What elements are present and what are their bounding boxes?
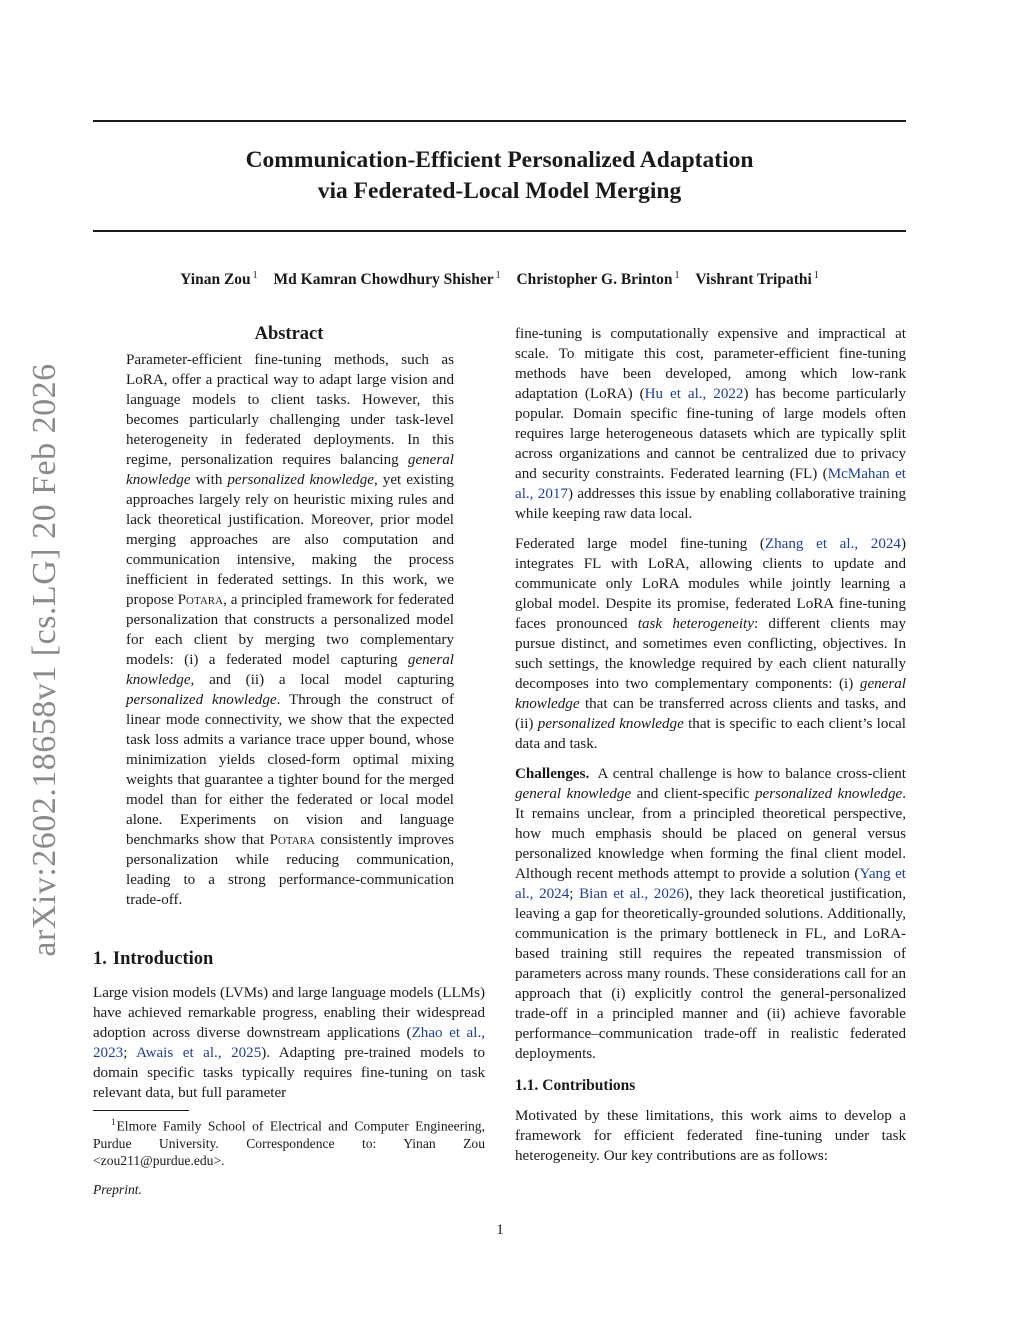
subsection-heading-contributions: 1.1. Contributions bbox=[515, 1077, 636, 1094]
author-list bbox=[93, 265, 906, 291]
method-name: Potara bbox=[269, 832, 315, 848]
author: Christopher G. Brinton $^1$ bbox=[516, 270, 680, 289]
citation-link[interactable]: Awais et al., 2025 bbox=[136, 1045, 262, 1061]
paragraph-challenges: Challenges. A central challenge is how to balance cross-client general knowledge and client-specific personalized knowledge. It remains unclear, from a principled theoretical perspective, how much emphasis should be placed on general versus personalized knowledge when forming the final client model. Although recent methods attempt to provide a solution (Yang et al., 2024; Bian et al., 2026), they lack theoretical justification, leaving a gap for theoretically-grounded solutions. Additionally, communication is the primary bottleneck in FL, and LoRA-based training still requires the repeated transmission of parameters across many rounds. These considerations call for an approach that (i) explicitly control the general-personalized trade-off in a principled manner and (ii) achieve favorable performance–communication trade-off in realistic federated deployments. bbox=[515, 766, 907, 1062]
citation-link[interactable]: Hu et al., 2022 bbox=[644, 386, 744, 402]
paragraph: Federated large model fine-tuning (Zhang et al., 2024) integrates FL with LoRA, allowing clients to update and communicate only LoRA modules while jointly learning a global model. Despite its promise, federated LoRA fine-tuning faces pronounced task heterogeneity: different clients may pursue distinct, and sometimes even conflicting, objectives. In such settings, the knowledge required by each client naturally decomposes into two complementary components: (i) general knowledge that can be transferred across clients and tasks, and (ii) personalized knowledge that is specific to each client’s local data and task. bbox=[515, 536, 907, 752]
title-bottom-rule bbox=[93, 230, 906, 232]
section-heading-introduction: 1. Introduction bbox=[93, 949, 214, 969]
right-column bbox=[515, 324, 906, 1176]
author: Yinan Zou $^1$ bbox=[180, 270, 258, 289]
abstract-heading: Abstract bbox=[254, 324, 324, 344]
title-top-rule bbox=[93, 120, 906, 122]
footnote-rule bbox=[93, 1110, 189, 1111]
arxiv-identifier: arXiv:2602.18658v1 [cs.LG] 20 Feb 2026 bbox=[26, 363, 63, 957]
page-number: 1 bbox=[496, 1222, 504, 1238]
citation-link[interactable]: Yang et al., 2024 bbox=[515, 866, 907, 902]
paper-title bbox=[93, 145, 906, 207]
citation-link[interactable]: McMahan et al., 2017 bbox=[515, 466, 906, 502]
title-line-1: Communication-Efficient Personalized Adaptation bbox=[245, 147, 754, 173]
citation-link[interactable]: Bian et al., 2026 bbox=[579, 886, 684, 902]
affiliation-footnote: $^1$Elmore Family School of Electrical and Computer Engineering, Purdue University. Correspondence to: Yinan Zou <zou211@purdue.edu>. bbox=[93, 1117, 485, 1168]
citation-link[interactable]: Zhang et al., 2024 bbox=[764, 536, 901, 552]
method-name: Potara bbox=[177, 592, 224, 608]
author: Vishrant Tripathi $^1$ bbox=[695, 270, 819, 289]
paragraph: fine-tuning is computationally expensive and impractical at scale. To mitigate this cost, parameter-efficient fine-tuning methods have been developed, among which low-rank adaptation (LoRA) (Hu et al., 2022) has become particularly popular. Domain specific fine-tuning of large models often requires large heterogeneous datasets which are typically split across organizations and cannot be centralized due to privacy and security constraints. Federated learning (FL) (McMahan et al., 2017) addresses this issue by enabling collaborative training while keeping raw data local. bbox=[515, 326, 906, 522]
abstract-text: Parameter-efficient fine-tuning methods, such as LoRA, offer a practical way to adapt large vision and language models to client tasks. However, this becomes particularly challenging under task-level heterogeneity in federated deployments. In this regime, personalization requires balancing general knowledge with personalized knowledge, yet existing approaches largely rely on heuristic mixing rules and lack theoretical justification. Moreover, prior model merging approaches are also computation and communication intensive, making the process inefficient in federated settings. In this work, we propose Potara, a principled framework for federated personalization that constructs a personalized model for each client by merging two complementary models: (i) a federated model capturing general knowledge, and (ii) a local model capturing personalized knowledge. Through the construct of linear mode connectivity, we show that the expected task loss admits a variance trace upper bound, whose minimization yields closed-form optimal mixing weights that guarantee a tighter bound for the merged model than for either the federated or local model alone. Experiments on vision and language benchmarks show that Potara consistently improves personalization while reducing communication, leading to a strong performance-communication trade-off. bbox=[126, 352, 455, 908]
paragraph: Motivated by these limitations, this work aims to develop a framework for efficient federated fine-tuning under task heterogeneity. Our key contributions are as follows: bbox=[515, 1108, 906, 1164]
author: Md Kamran Chowdhury Shisher $^1$ bbox=[273, 270, 501, 289]
preprint-note: Preprint. bbox=[93, 1182, 142, 1197]
intro-paragraph: Large vision models (LVMs) and large language models (LLMs) have achieved remarkable progress, enabling their widespread adoption across diverse downstream applications (Zhao et al., 2023; Awais et al., 2025). Adapting pre-trained models to domain specific tasks typically requires fine-tuning on task relevant data, but full parameter bbox=[93, 985, 485, 1101]
citation-link[interactable]: Zhao et al., 2023 bbox=[93, 1025, 485, 1061]
title-line-2: via Federated-Local Model Merging bbox=[317, 178, 682, 204]
